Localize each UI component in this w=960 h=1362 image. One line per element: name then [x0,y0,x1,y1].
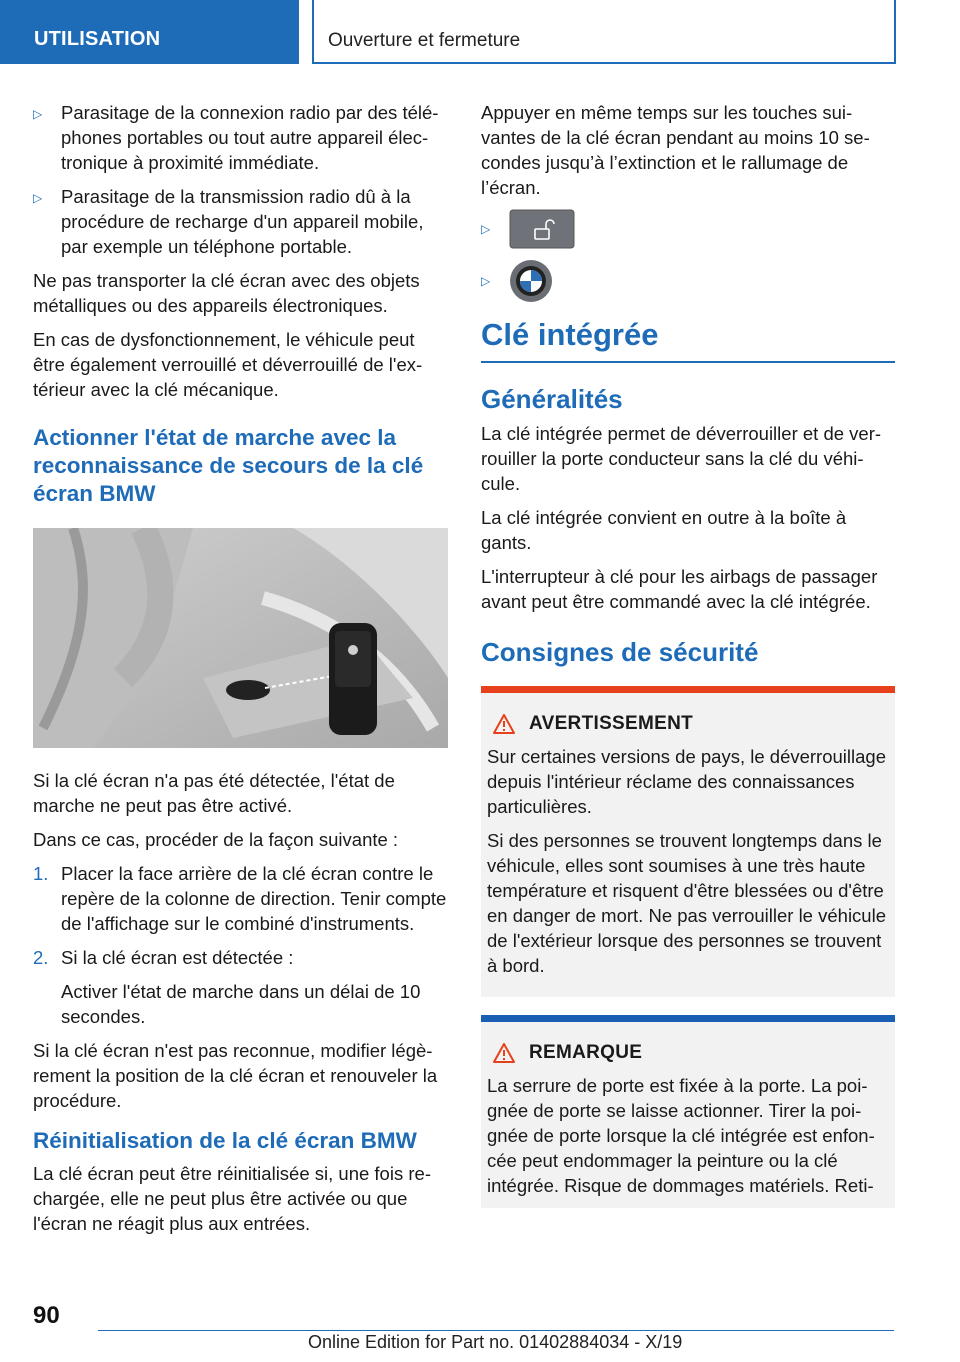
section-heading-reset: Réinitialisation de la clé écran BMW [33,1128,417,1153]
section-tab [0,0,299,64]
list-item [33,184,448,259]
page-number: 90 [33,1302,60,1329]
chapter-tab [312,0,896,64]
bullet-triangle-icon: ▷ [33,107,43,121]
bmw-logo-button-icon [509,259,553,303]
footer-text: Online Edition for Part no. 01402884034 - X/19 [308,1332,683,1352]
warning-title-row [493,711,887,736]
step-number: 2. [33,947,49,968]
paragraph: Si la clé écran n'a pas été détectée, l'état de marche ne peut pas être activé. [33,770,395,816]
bullet-text: Parasitage de la connexion radio par des téléphones portables ou tout autre appareil électronique à proximité immédiate. [61,102,439,173]
bullet-text: Parasitage de la transmission radio dû à la procédure de recharge d'un appareil mobile, par exemple un téléphone portable. [61,186,424,257]
note-title: REMARQUE [529,1042,643,1063]
list-item [33,861,448,936]
paragraph: Dans ce cas, procéder de la façon suivante : [33,829,399,850]
warning-text: Si des personnes se trouvent longtemps dans le véhicule, elles sont soumises à une très haute température et risquent d'être blessées ou d'être en danger de mort. Ne pas verrouiller le véhicule de l'extérieur lorsque des personnes se trouvent à bord. [487,830,886,976]
left-column [33,100,448,1245]
note-text: La serrure de porte est fixée à la porte. La poignée de porte se laisse actionner. Tirer la poignée de porte lorsque la clé intégrée est enfoncée peut endommager la peinture ou la clé intégrée. Risque de dommages matériels. Reti- [487,1075,875,1196]
step-text: Placer la face arrière de la clé écran contre le repère de la colonne de direction. Tenir compte de l'affichage sur le combiné d'instruments. [61,863,447,934]
paragraph: La clé intégrée permet de déverrouiller et de verrouiller la porte conducteur sans la clé du véhicule. [481,423,882,494]
step-number: 1. [33,863,49,884]
warning-triangle-icon [493,714,515,734]
note-title-row [493,1040,887,1065]
section-title: UTILISATION [34,28,161,50]
subheading-safety: Consignes de sécurité [481,637,759,667]
step-sub-text: Activer l'état de marche dans un délai de 10 secondes. [61,981,421,1027]
footer [98,1330,894,1352]
right-column [481,100,895,1222]
paragraph: En cas de dysfonctionnement, le véhicule peut être également verrouillé et déverrouillé de l'extérieur avec la clé mécanique. [33,329,423,400]
chapter-title: Ouverture et fermeture [328,30,521,51]
unlock-button-icon [509,209,575,249]
list-item [481,259,895,303]
paragraph: La clé intégrée convient en outre à la boîte à gants. [481,507,847,553]
warning-text: Sur certaines versions de pays, le déverrouillage depuis l'intérieur réclame des connaissances particulières. [487,746,886,817]
list-item [33,945,448,970]
warning-title: AVERTISSEMENT [529,713,694,734]
bullet-triangle-icon: ▷ [33,191,43,205]
list-item [33,100,448,175]
subheading-general: Généralités [481,384,623,414]
paragraph: Si la clé écran n'est pas reconnue, modifier légèrement la position de la clé écran et renouveler la procédure. [33,1040,438,1111]
warning-triangle-icon [493,1043,515,1063]
bullet-triangle-icon: ▷ [481,221,491,236]
note-box [481,1015,895,1208]
paragraph: L'interrupteur à clé pour les airbags de passager avant peut être commandé avec la clé intégrée. [481,566,878,612]
bullet-triangle-icon: ▷ [481,273,491,288]
chapter-heading: Clé intégrée [481,315,895,363]
steering-column-key-photo [33,528,448,748]
list-item [481,209,895,249]
paragraph: La clé écran peut être réinitialisée si, une fois rechargée, elle ne peut plus être activée ou que l'écran ne réagit plus aux entrées. [33,1163,431,1234]
step-text: Si la clé écran est détectée : [61,947,294,968]
warning-box [481,686,895,997]
section-heading-start: Actionner l'état de marche avec la reconnaissance de secours de la clé écran BMW [33,425,424,506]
paragraph: Appuyer en même temps sur les touches suivantes de la clé écran pendant au moins 10 secondes jusqu’à l’extinction et le rallumage de l’écran. [481,102,870,198]
paragraph: Ne pas transporter la clé écran avec des objets métalliques ou des appareils électroniques. [33,270,420,316]
